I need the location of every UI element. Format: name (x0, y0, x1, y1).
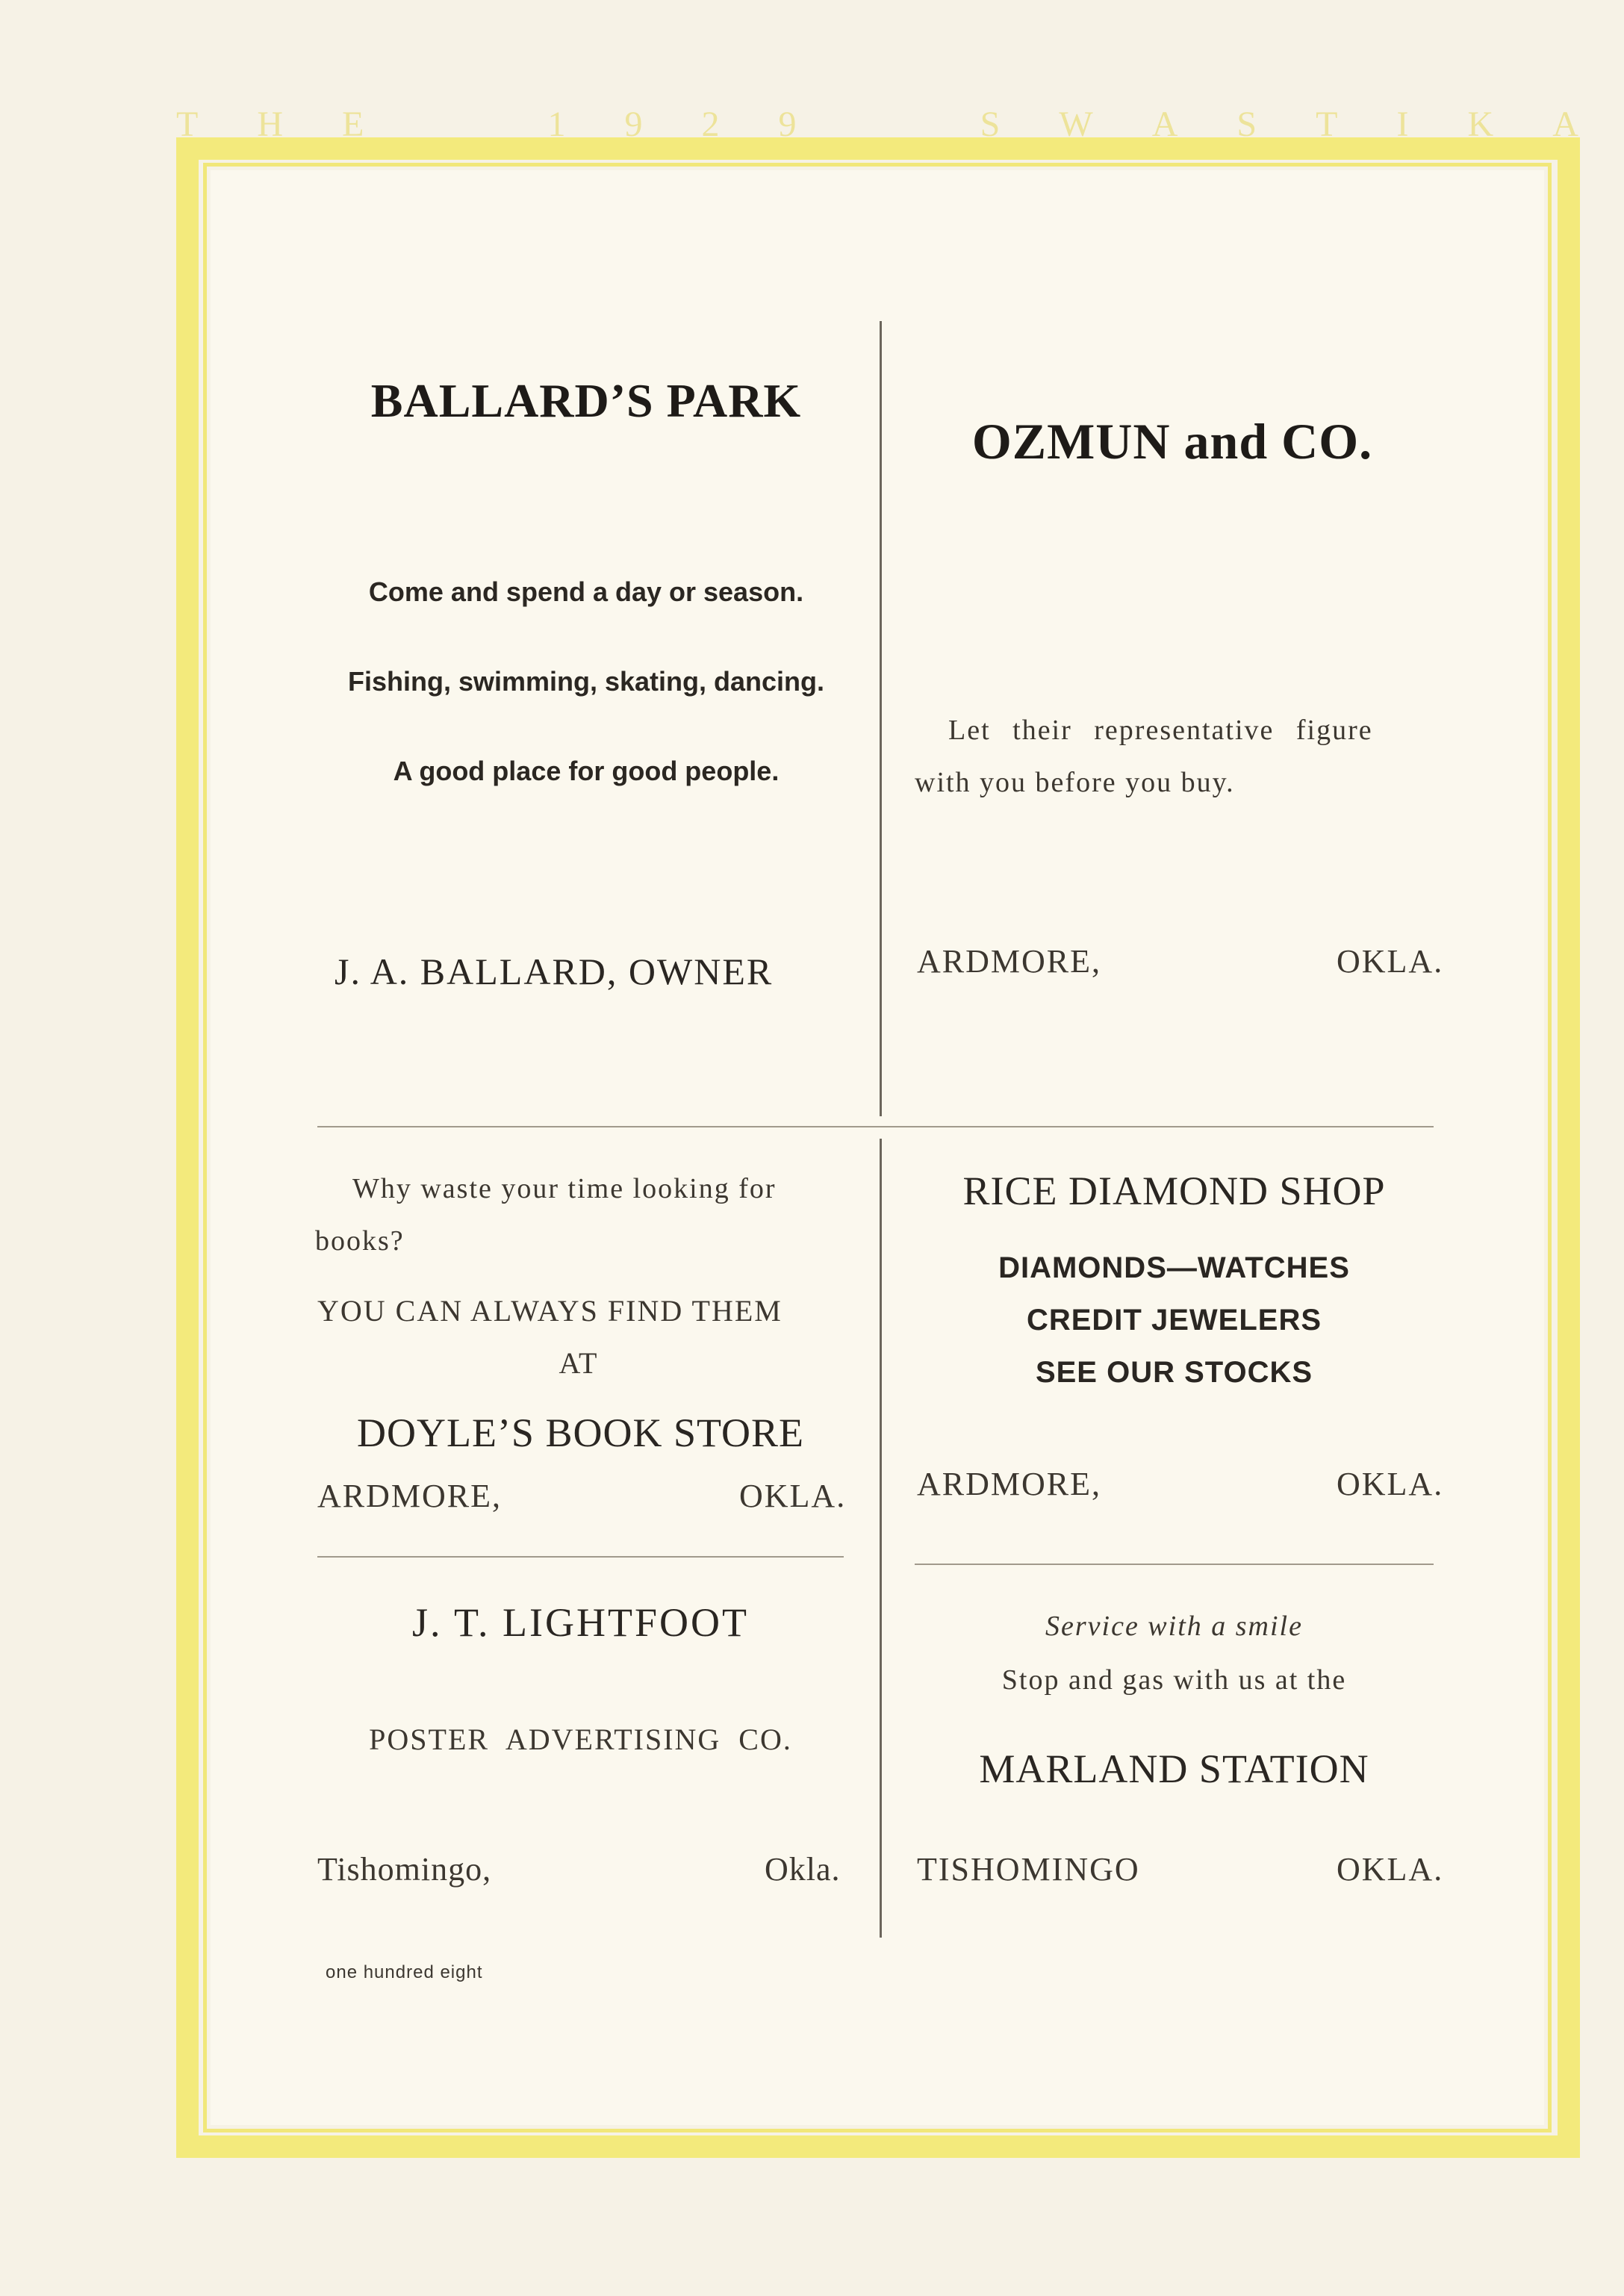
rice-city: ARDMORE, (917, 1466, 1102, 1502)
column-divider-top (880, 321, 882, 1116)
marland-tagline: Service with a smile (1045, 1611, 1303, 1642)
row-divider-1 (317, 1126, 1434, 1127)
doyle-line-1: Why waste your time looking for (352, 1173, 777, 1204)
lightfoot-title: J. T. LIGHTFOOT (412, 1600, 749, 1645)
marland-line-1: Stop and gas with us at the (1001, 1664, 1347, 1696)
header-letter: 1 (547, 104, 567, 144)
column-divider-bottom (880, 1139, 882, 1938)
rice-line-1: DIAMONDS—WATCHES (998, 1251, 1350, 1284)
ballard-title: BALLARD’S PARK (370, 374, 802, 427)
ballard-line-1: Come and spend a day or season. (368, 576, 804, 607)
ozmun-city: ARDMORE, (917, 943, 1102, 980)
rice-title: RICE DIAMOND SHOP (962, 1169, 1386, 1213)
doyle-line-2: books? (315, 1225, 405, 1257)
doyle-state: OKLA. (739, 1478, 847, 1514)
header-letter: K (1467, 104, 1496, 144)
ballard-line-3: A good place for good people. (393, 756, 780, 786)
ozmun-title: OZMUN and CO. (971, 413, 1373, 470)
header-letter: I (1396, 104, 1410, 144)
ozmun-line-2: with you before you buy. (915, 767, 1235, 798)
lightfoot-city: Tishomingo, (317, 1851, 492, 1888)
header-letter: T (1316, 104, 1340, 144)
header-letter: 9 (778, 104, 798, 144)
header-letter: 2 (701, 104, 721, 144)
lightfoot-state: Okla. (765, 1851, 841, 1888)
header-letter: W (1059, 104, 1095, 144)
doyle-title: DOYLE’S BOOK STORE (356, 1410, 805, 1455)
doyle-line-3: YOU CAN ALWAYS FIND THEM (317, 1294, 783, 1328)
header-letter: A (1552, 104, 1580, 144)
row-divider-left (317, 1556, 844, 1558)
marland-city: TISHOMINGO (917, 1851, 1140, 1888)
doyle-city: ARDMORE, (317, 1478, 503, 1514)
row-divider-right (915, 1564, 1434, 1565)
ozmun-line-1: Let their representative figure (948, 715, 1373, 746)
header-letter: 9 (624, 104, 644, 144)
header-letter: A (1151, 104, 1180, 144)
header-letter: S (980, 104, 1002, 144)
rice-line-2: CREDIT JEWELERS (1026, 1304, 1322, 1337)
header-letter: S (1236, 104, 1259, 144)
ballard-line-2: Fishing, swimming, skating, dancing. (347, 666, 825, 697)
marland-title: MARLAND STATION (979, 1746, 1369, 1791)
header-letter: T (176, 104, 200, 144)
ballard-owner: J. A. BALLARD, OWNER (335, 951, 774, 992)
doyle-line-4: AT (559, 1346, 599, 1380)
lightfoot-line-1: POSTER ADVERTISING CO. (369, 1723, 792, 1756)
header-letter: E (342, 104, 366, 144)
marland-state: OKLA. (1337, 1851, 1444, 1888)
ozmun-state: OKLA. (1337, 943, 1444, 980)
rice-line-3: SEE OUR STOCKS (1035, 1356, 1313, 1389)
page-number-label: one hundred eight (326, 1962, 483, 1982)
header-letter: H (257, 104, 285, 144)
rice-state: OKLA. (1337, 1466, 1444, 1502)
